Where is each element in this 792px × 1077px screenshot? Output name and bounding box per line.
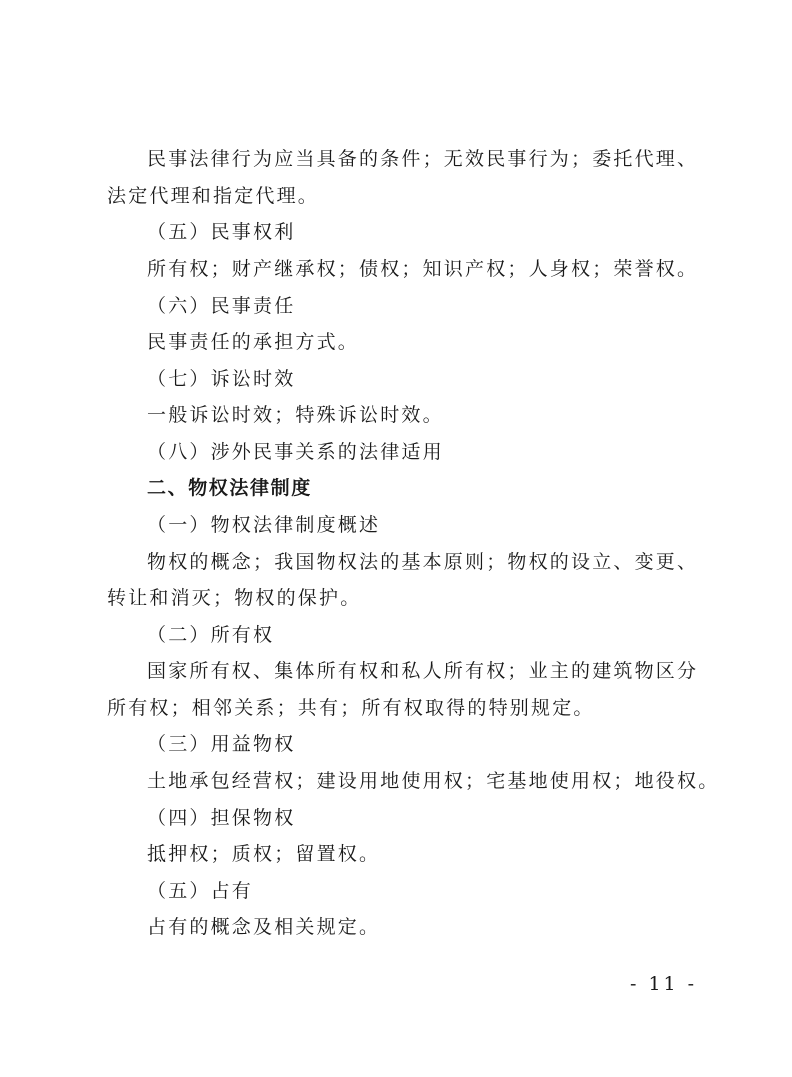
section-heading: 二、物权法律制度 (147, 477, 312, 499)
paragraph-line: 物权的概念；我国物权法的基本原则；物权的设立、变更、 (147, 551, 699, 573)
paragraph-line: 民事责任的承担方式。 (147, 331, 360, 353)
paragraph-line: 所有权；财产继承权；债权；知识产权；人身权；荣誉权。 (147, 258, 699, 280)
paragraph-line: 民事法律行为应当具备的条件；无效民事行为；委托代理、 (147, 148, 699, 170)
subsection-heading: （七）诉讼时效 (147, 368, 296, 390)
subsection-heading: （五）民事权利 (147, 221, 296, 243)
subsection-heading: （八）涉外民事关系的法律适用 (147, 441, 444, 463)
subsection-heading: （四）担保物权 (147, 807, 296, 829)
subsection-heading: （三）用益物权 (147, 733, 296, 755)
paragraph-line: 法定代理和指定代理。 (107, 185, 320, 207)
subsection-heading: （六）民事责任 (147, 295, 296, 317)
paragraph-line: 一般诉讼时效；特殊诉讼时效。 (147, 404, 444, 426)
page-number: - 11 - (630, 973, 698, 995)
paragraph-line: 所有权；相邻关系；共有；所有权取得的特别规定。 (107, 697, 595, 719)
paragraph-line: 转让和消灭；物权的保护。 (107, 587, 362, 609)
paragraph-line: 抵押权；质权；留置权。 (147, 843, 381, 865)
paragraph-line: 占有的概念及相关规定。 (147, 916, 381, 938)
subsection-heading: （一）物权法律制度概述 (147, 514, 381, 536)
paragraph-line: 土地承包经营权；建设用地使用权；宅基地使用权；地役权。 (147, 770, 720, 792)
subsection-heading: （二）所有权 (147, 624, 275, 646)
subsection-heading: （五）占有 (147, 880, 254, 902)
paragraph-line: 国家所有权、集体所有权和私人所有权；业主的建筑物区分 (147, 660, 699, 682)
